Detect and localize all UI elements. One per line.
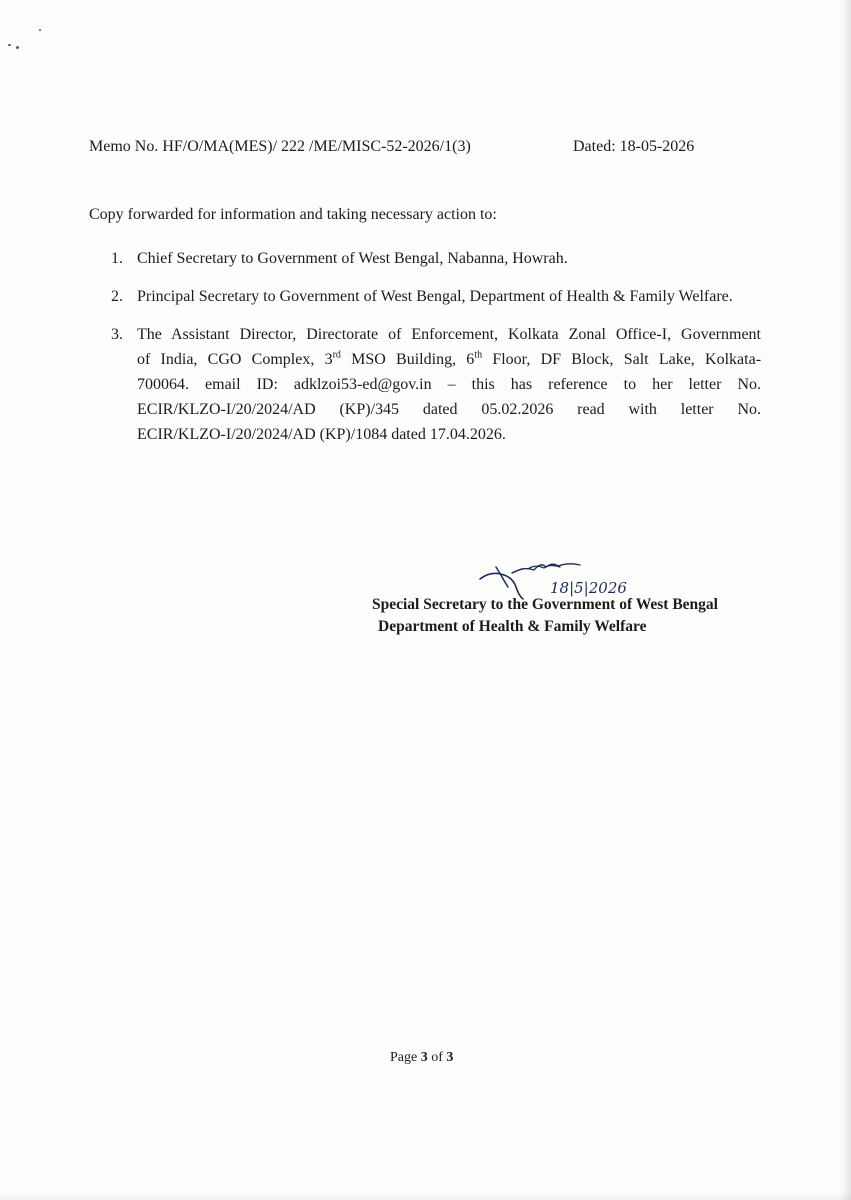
signatory-block: [372, 594, 718, 638]
list-item-line: 700064. email ID: adklzoi53-ed@gov.in – this has reference to her letter No.: [137, 376, 761, 393]
ordinal-suffix: th: [474, 349, 483, 361]
page-label: Page: [390, 1050, 418, 1065]
list-item-line: The Assistant Director, Directorate of Enforcement, Kolkata Zonal Office-I, Government: [137, 326, 761, 343]
forwarding-intro: Copy forwarded for information and taking necessary action to:: [89, 206, 497, 223]
list-item: [89, 246, 761, 271]
text-segment: of India, CGO Complex, 3: [137, 351, 333, 368]
text-segment: Floor, DF Block, Salt Lake, Kolkata-: [482, 351, 762, 368]
page-separator: of: [431, 1050, 443, 1065]
signatory-designation: Special Secretary to the Government of West Bengal: [372, 596, 718, 613]
scan-speck: [8, 44, 11, 46]
list-item-text: Chief Secretary to Government of West Bengal, Nabanna, Howrah.: [137, 250, 568, 267]
list-item: [89, 322, 761, 447]
recipient-list: [89, 246, 761, 460]
list-item-text: Principal Secretary to Government of West Bengal, Department of Health & Family Welfare.: [137, 288, 733, 305]
list-item-number: 3.: [111, 326, 123, 343]
scan-bottom-shadow: [0, 1192, 851, 1200]
list-item-text: [137, 322, 761, 447]
list-item-line: [137, 347, 761, 372]
list-item-line: ECIR/KLZO-I/20/2024/AD (KP)/345 dated 05.02.2026 read with letter No.: [137, 401, 761, 418]
memo-date: Dated: 18-05-2026: [573, 138, 695, 155]
scan-speck: [16, 46, 19, 49]
list-item-number: 1.: [111, 250, 123, 267]
scan-speck: [39, 29, 41, 31]
list-item-number: 2.: [111, 288, 123, 305]
ordinal-suffix: rd: [332, 349, 341, 361]
signature-date: 18|5|2026: [550, 579, 627, 597]
page-current: 3: [420, 1050, 428, 1065]
list-item: [89, 284, 761, 309]
page-total: 3: [446, 1050, 454, 1065]
memo-number: Memo No. HF/O/MA(MES)/ 222 /ME/MISC-52-2026/1(3): [89, 138, 471, 155]
scan-edge-shadow: [839, 0, 851, 1200]
memo-header: [89, 137, 729, 157]
page-number: [390, 1050, 453, 1066]
text-segment: MSO Building, 6: [340, 351, 475, 368]
signatory-department: Department of Health & Family Welfare: [378, 618, 647, 635]
list-item-line: ECIR/KLZO-I/20/2024/AD (KP)/1084 dated 17.04.2026.: [137, 426, 506, 443]
